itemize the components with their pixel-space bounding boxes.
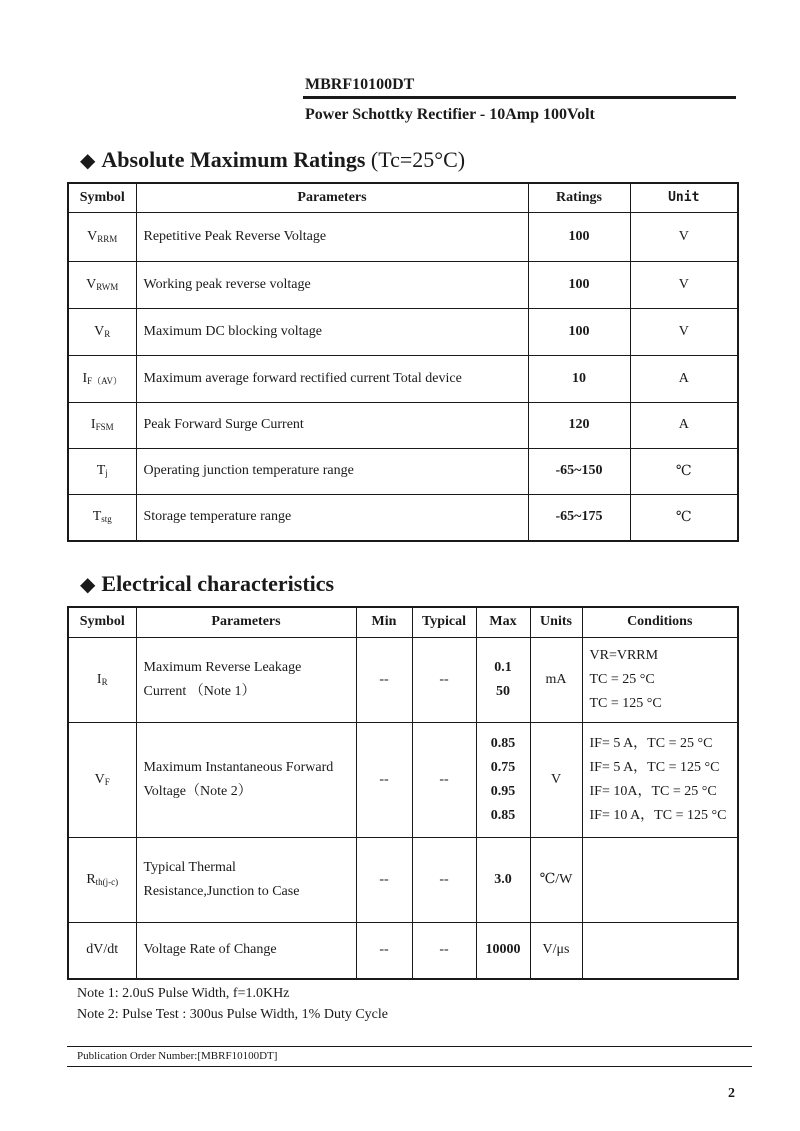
table-row	[68, 837, 738, 922]
col-header-unit: Unit	[630, 183, 738, 212]
col-header-units: Units	[530, 607, 582, 637]
note-2: Note 2: Pulse Test : 300us Pulse Width, 1% Duty Cycle	[77, 1007, 388, 1022]
page-number: 2	[728, 1086, 735, 1101]
col-header-max: Max	[476, 607, 530, 637]
table-row	[68, 355, 738, 402]
elec-title: Electrical characteristics	[101, 571, 335, 596]
parameter-cell: Maximum Instantaneous Forward Voltage（Note 2）	[136, 722, 356, 837]
col-header-min: Min	[356, 607, 412, 637]
parameter-cell: Peak Forward Surge Current	[136, 402, 528, 448]
typical-cell: --	[412, 922, 476, 979]
table-row	[68, 212, 738, 261]
parameter-cell: Repetitive Peak Reverse Voltage	[136, 212, 528, 261]
units-cell: ℃/W	[530, 837, 582, 922]
symbol-cell: $V_{RRM}$	[68, 212, 136, 261]
unit-cell: ℃	[630, 448, 738, 494]
symbol-cell: $I_{F(AV)}$	[68, 355, 136, 402]
col-header-parameters: Parameters	[136, 183, 528, 212]
units-cell: V/μs	[530, 922, 582, 979]
col-header-conditions: Conditions	[582, 607, 738, 637]
parameter-cell: Maximum Reverse Leakage Current （Note 1）	[136, 637, 356, 722]
table-header-row	[68, 607, 738, 637]
symbol-cell: $R_{th(j-c)}$	[68, 837, 136, 922]
electrical-table	[67, 606, 739, 980]
rating-cell: -65~150	[528, 448, 630, 494]
units-cell: mA	[530, 637, 582, 722]
conditions-cell	[582, 922, 738, 979]
rating-cell: 10	[528, 355, 630, 402]
document-subtitle: Power Schottky Rectifier - 10Amp 100Volt	[305, 106, 595, 123]
parameter-cell: Typical Thermal Resistance,Junction to Case	[136, 837, 356, 922]
symbol-cell: $V_F$	[68, 722, 136, 837]
min-cell: --	[356, 722, 412, 837]
rating-cell: 120	[528, 402, 630, 448]
max-cell: 3.0	[476, 837, 530, 922]
abs-max-section-title	[80, 147, 465, 173]
units-cell: V	[530, 722, 582, 837]
unit-cell: V	[630, 212, 738, 261]
symbol-cell: $I_R$	[68, 637, 136, 722]
table-row	[68, 922, 738, 979]
footer-rule-bottom	[67, 1066, 752, 1067]
unit-cell: A	[630, 402, 738, 448]
typical-cell: --	[412, 722, 476, 837]
rating-cell: 100	[528, 212, 630, 261]
table-header-row	[68, 183, 738, 212]
unit-cell: V	[630, 308, 738, 355]
table-row	[68, 402, 738, 448]
symbol-cell: $I_{FSM}$	[68, 402, 136, 448]
publication-order-number: Publication Order Number:[MBRF10100DT]	[77, 1050, 278, 1062]
footer-rule-top	[67, 1046, 752, 1047]
rating-cell: 100	[528, 261, 630, 308]
parameter-cell: Operating junction temperature range	[136, 448, 528, 494]
conditions-cell: IF= 5 A，TC = 25 °C IF= 5 A，TC = 125 °C IF= 10A，TC = 25 °C IF= 10 A，TC = 125 °C	[582, 722, 738, 837]
col-header-typical: Typical	[412, 607, 476, 637]
parameter-cell: Maximum DC blocking voltage	[136, 308, 528, 355]
table-row	[68, 494, 738, 541]
header-rule	[303, 96, 736, 99]
max-cell: 0.85 0.75 0.95 0.85	[476, 722, 530, 837]
col-header-parameters: Parameters	[136, 607, 356, 637]
symbol-cell: $V_{RWM}$	[68, 261, 136, 308]
notes	[77, 983, 388, 1025]
parameter-cell: Maximum average forward rectified current Total device	[136, 355, 528, 402]
symbol-cell: dV/dt	[68, 922, 136, 979]
abs-max-table	[67, 182, 739, 542]
symbol-cell: $T_j$	[68, 448, 136, 494]
unit-cell: ℃	[630, 494, 738, 541]
parameter-cell: Voltage Rate of Change	[136, 922, 356, 979]
min-cell: --	[356, 922, 412, 979]
note-1: Note 1: 2.0uS Pulse Width, f=1.0KHz	[77, 986, 290, 1001]
typical-cell: --	[412, 637, 476, 722]
diamond-bullet-icon: ◆	[80, 150, 96, 172]
parameter-cell: Working peak reverse voltage	[136, 261, 528, 308]
unit-cell: V	[630, 261, 738, 308]
conditions-cell: VR=VRRM TC = 25 °C TC = 125 °C	[582, 637, 738, 722]
table-row	[68, 261, 738, 308]
parameter-cell: Storage temperature range	[136, 494, 528, 541]
col-header-symbol: Symbol	[68, 607, 136, 637]
rating-cell: -65~175	[528, 494, 630, 541]
min-cell: --	[356, 637, 412, 722]
max-cell: 0.1 50	[476, 637, 530, 722]
typical-cell: --	[412, 837, 476, 922]
diamond-bullet-icon: ◆	[80, 574, 96, 596]
elec-section-title	[80, 571, 334, 597]
abs-max-title: Absolute Maximum Ratings	[101, 147, 366, 172]
col-header-symbol: Symbol	[68, 183, 136, 212]
symbol-cell: $V_R$	[68, 308, 136, 355]
table-row	[68, 637, 738, 722]
abs-max-condition: (Tc=25°C)	[370, 147, 466, 172]
min-cell: --	[356, 837, 412, 922]
table-row	[68, 722, 738, 837]
col-header-ratings: Ratings	[528, 183, 630, 212]
unit-cell: A	[630, 355, 738, 402]
rating-cell: 100	[528, 308, 630, 355]
symbol-cell: $T_{stg}$	[68, 494, 136, 541]
conditions-cell	[582, 837, 738, 922]
max-cell: 10000	[476, 922, 530, 979]
table-row	[68, 308, 738, 355]
part-number: MBRF10100DT	[305, 76, 415, 93]
table-row	[68, 448, 738, 494]
